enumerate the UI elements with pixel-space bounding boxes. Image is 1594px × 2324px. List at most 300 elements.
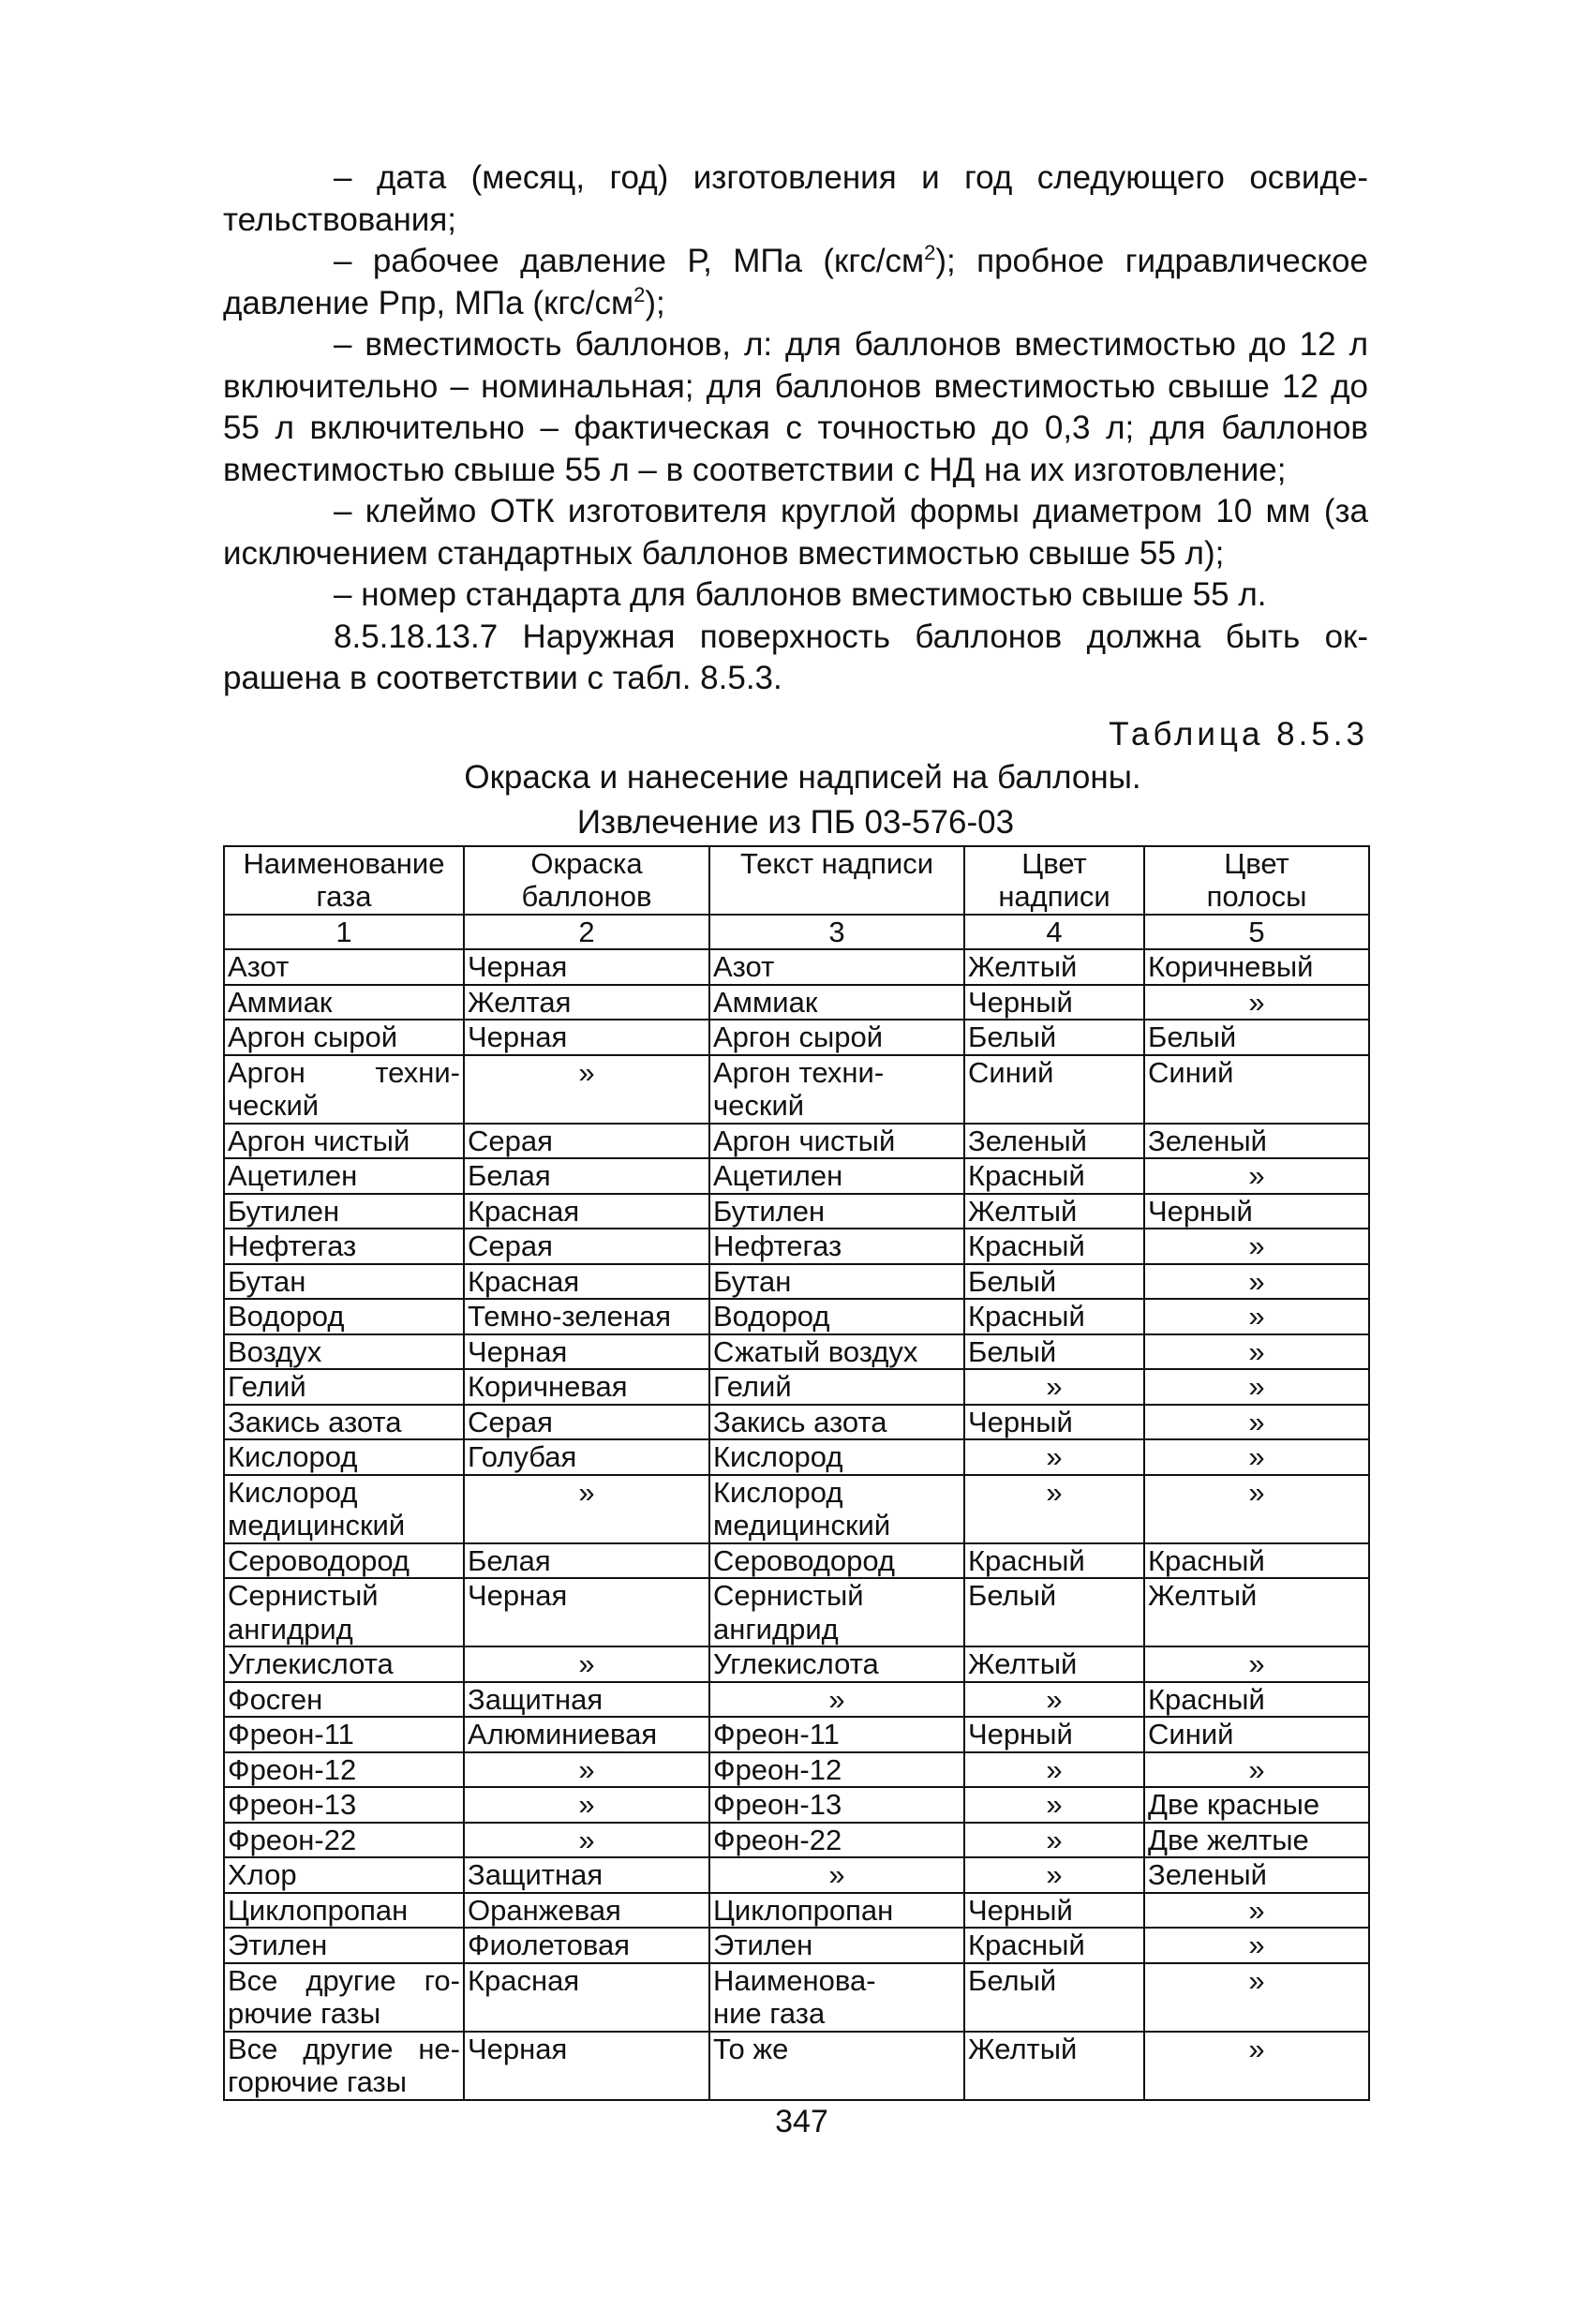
cell-cylinder-color [464, 1229, 709, 1264]
cell-cylinder-color [464, 1369, 709, 1405]
header-line: Цвет [1021, 846, 1087, 880]
cell-cylinder-color [464, 1578, 709, 1646]
cell-line: Аммиак [228, 985, 333, 1019]
cell-line: Зеленый [1148, 1124, 1267, 1157]
cell-line: Аргон чистый [713, 1124, 896, 1157]
cell-stripe-color [1144, 1020, 1369, 1055]
cell-gas-name [224, 1646, 464, 1682]
column-number: 2 [464, 915, 709, 950]
cell-stripe-color [1144, 1787, 1369, 1823]
cell-stripe-color [1144, 1264, 1369, 1300]
cell-label-color [964, 1682, 1144, 1718]
cell-line: Зеленый [1148, 1858, 1267, 1891]
cell-line: » [1046, 1682, 1063, 1716]
table-row [224, 1578, 1369, 1646]
cell-line: Кислород [713, 1440, 843, 1473]
cell-line: Фреон-22 [713, 1823, 842, 1856]
cell-label-color [964, 1893, 1144, 1929]
cell-label-color [964, 2032, 1144, 2100]
cell-label-color [964, 1405, 1144, 1440]
cell-stripe-color [1144, 949, 1369, 985]
cell-line: Желтая [468, 985, 572, 1019]
cell-stripe-color [1144, 1717, 1369, 1752]
cell-line: » [1248, 1893, 1265, 1927]
cell-line: Нефтегаз [228, 1229, 357, 1262]
cell-label-text [709, 1405, 964, 1440]
cell-line: Азот [713, 950, 775, 983]
cell-label-color [964, 1963, 1144, 2032]
cell-line: Фреон-22 [228, 1823, 357, 1856]
cell-line: Синий [1148, 1718, 1234, 1750]
cell-label-text [709, 1928, 964, 1963]
cell-line: » [578, 1055, 595, 1089]
cell-label-text [709, 1475, 964, 1543]
cell-gas-name [224, 1299, 464, 1334]
cell-line: » [1248, 1929, 1265, 1961]
cell-label-text [709, 1158, 964, 1194]
cell-line: Водород [228, 1300, 345, 1333]
cell-gas-name [224, 1893, 464, 1929]
paragraph-manufacture-date: – дата (месяц, год) изготовления и год следующего освидетельствования; [223, 159, 1368, 238]
cell-line: » [1046, 1370, 1063, 1403]
cell-stripe-color [1144, 1475, 1369, 1543]
cell-line: Голубая [468, 1440, 577, 1473]
cell-line: » [1046, 1475, 1063, 1509]
cell-label-color [964, 1299, 1144, 1334]
cell-cylinder-color [464, 1752, 709, 1788]
cell-cylinder-color [464, 1543, 709, 1579]
cell-label-text [709, 1543, 964, 1579]
cell-line: ние газа [713, 1997, 826, 2030]
cell-label-text [709, 1020, 964, 1055]
table-row [224, 1823, 1369, 1858]
cell-gas-name [224, 1752, 464, 1788]
cell-gas-name [224, 1543, 464, 1579]
cell-line: Черный [968, 1893, 1073, 1927]
cell-label-text [709, 1823, 964, 1858]
cell-gas-name [224, 1578, 464, 1646]
cell-line: Белая [468, 1159, 551, 1192]
cell-line: Защитная [468, 1682, 603, 1716]
cell-label-text [709, 1893, 964, 1929]
cell-label-text [709, 1439, 964, 1475]
cell-stripe-color [1144, 1823, 1369, 1858]
cell-label-color [964, 1369, 1144, 1405]
table-row [224, 2032, 1369, 2100]
cell-line: Черный [968, 1718, 1073, 1750]
cell-label-color [964, 1543, 1144, 1579]
cell-line: Красный [968, 1300, 1085, 1333]
cell-line: » [578, 1823, 595, 1856]
cell-label-text [709, 1369, 964, 1405]
cell-gas-name [224, 1857, 464, 1893]
cell-label-color [964, 1717, 1144, 1752]
cell-line: Черная [468, 950, 568, 983]
header-stripe-color [1144, 846, 1369, 915]
cell-line: Воздух [228, 1334, 322, 1368]
cell-cylinder-color [464, 1439, 709, 1475]
table-row [224, 1928, 1369, 1963]
cell-label-color [964, 1439, 1144, 1475]
cell-line: Бутилен [228, 1194, 340, 1228]
cell-line: » [1248, 1963, 1265, 1997]
header-line: Цвет [1224, 846, 1289, 880]
cell-line: » [1248, 1752, 1265, 1786]
cell-line: Коричневая [468, 1370, 628, 1403]
header-line: баллонов [521, 880, 652, 913]
cell-label-text [709, 1578, 964, 1646]
cell-line: медицинский [228, 1509, 406, 1542]
cell-line: Сжатый воздух [713, 1334, 918, 1368]
cell-line: Белый [968, 1020, 1057, 1053]
cell-stripe-color [1144, 1194, 1369, 1229]
cell-line: Красный [1148, 1543, 1265, 1577]
cell-line: Белый [968, 1264, 1057, 1298]
header-line: Окраска [530, 846, 643, 880]
cell-line: Водород [713, 1300, 830, 1333]
cell-gas-name [224, 1158, 464, 1194]
cell-line: Черный [968, 985, 1073, 1019]
cell-line: Две желтые [1148, 1823, 1309, 1856]
cell-line: Красный [968, 1229, 1085, 1262]
table-row [224, 1963, 1369, 2032]
cell-gas-name [224, 1334, 464, 1370]
table-row [224, 1787, 1369, 1823]
cell-line: Закись азота [228, 1405, 402, 1438]
cell-label-text [709, 1752, 964, 1788]
cell-line: » [828, 1682, 845, 1716]
cell-cylinder-color [464, 1020, 709, 1055]
cell-line: » [1248, 1264, 1265, 1298]
table-row [224, 949, 1369, 985]
cell-stripe-color [1144, 985, 1369, 1020]
cell-label-color [964, 1823, 1144, 1858]
cell-stripe-color [1144, 1124, 1369, 1159]
header-line: газа [316, 880, 372, 913]
cell-line: Этилен [713, 1929, 813, 1961]
cell-line: Кислород [228, 1475, 358, 1509]
cell-cylinder-color [464, 1928, 709, 1963]
cell-line: » [1248, 1647, 1265, 1680]
cell-gas-name [224, 1405, 464, 1440]
table-row [224, 985, 1369, 1020]
cell-line: Наименова- [713, 1963, 876, 1997]
cell-cylinder-color [464, 985, 709, 1020]
cell-line: Нефтегаз [713, 1229, 842, 1262]
cell-label-text [709, 1717, 964, 1752]
cell-line: Белая [468, 1543, 551, 1577]
cell-line: ческий [228, 1089, 320, 1122]
cell-stripe-color [1144, 1928, 1369, 1963]
cell-line: Белый [968, 1963, 1057, 1997]
cell-line: Аргон сырой [713, 1020, 884, 1053]
cell-gas-name [224, 1369, 464, 1405]
cell-stripe-color [1144, 1752, 1369, 1788]
table-header-row [224, 846, 1369, 915]
cell-label-color [964, 1752, 1144, 1788]
cell-cylinder-color [464, 1963, 709, 2032]
column-number: 4 [964, 915, 1144, 950]
cell-stripe-color [1144, 1439, 1369, 1475]
cell-line: Желтый [968, 1647, 1078, 1680]
cell-line: Этилен [228, 1929, 328, 1961]
cell-gas-name [224, 1439, 464, 1475]
superscript: 2 [924, 241, 936, 264]
cell-stripe-color [1144, 1405, 1369, 1440]
cell-cylinder-color [464, 1194, 709, 1229]
cell-cylinder-color [464, 1682, 709, 1718]
table-row [224, 1194, 1369, 1229]
table-row [224, 1405, 1369, 1440]
cell-label-color [964, 1020, 1144, 1055]
table-row [224, 1682, 1369, 1718]
cell-line: Красная [468, 1194, 580, 1228]
page-number: 347 [775, 2104, 828, 2139]
cell-line: Красная [468, 1963, 580, 1997]
cell-label-color [964, 1578, 1144, 1646]
cell-line: Серая [468, 1405, 553, 1438]
cell-label-color [964, 1055, 1144, 1124]
cell-line: горючие газы [228, 2065, 408, 2098]
cell-stripe-color [1144, 2032, 1369, 2100]
cell-line: Фреон-11 [713, 1718, 840, 1750]
header-line: Текст надписи [739, 846, 934, 880]
cell-label-color [964, 1787, 1144, 1823]
cell-stripe-color [1144, 1682, 1369, 1718]
cell-line: Фосген [228, 1682, 323, 1716]
cell-label-text [709, 1264, 964, 1300]
column-number: 3 [709, 915, 964, 950]
table-row [224, 1264, 1369, 1300]
cell-line: Черная [468, 1579, 568, 1612]
cell-label-color [964, 949, 1144, 985]
table-row [224, 1299, 1369, 1334]
cell-cylinder-color [464, 1475, 709, 1543]
table-row [224, 1334, 1369, 1370]
cell-line: ангидрид [713, 1612, 839, 1646]
cell-line: Сернистый [228, 1579, 379, 1612]
cell-line: ангидрид [228, 1612, 353, 1646]
cell-line: Хлор [228, 1858, 297, 1891]
cell-cylinder-color [464, 1055, 709, 1124]
cell-cylinder-color [464, 1787, 709, 1823]
cell-cylinder-color [464, 1299, 709, 1334]
cell-gas-name [224, 1475, 464, 1543]
cell-label-text [709, 1787, 964, 1823]
table-row [224, 1124, 1369, 1159]
cell-line: Углекислота [228, 1647, 394, 1680]
header-label-color [964, 846, 1144, 915]
cell-line: Желтый [1148, 1579, 1258, 1612]
cell-line: Оранжевая [468, 1893, 621, 1927]
cell-line: Красный [1148, 1682, 1265, 1716]
cell-line: Защитная [468, 1858, 603, 1891]
table-row [224, 1893, 1369, 1929]
cell-label-text [709, 1194, 964, 1229]
cell-gas-name [224, 1682, 464, 1718]
cell-gas-name [224, 949, 464, 985]
cell-line: Синий [1148, 1055, 1234, 1089]
cell-line: Аргон чистый [228, 1124, 410, 1157]
cell-label-text [709, 1857, 964, 1893]
cell-label-color [964, 1646, 1144, 1682]
cell-line: » [1248, 1370, 1265, 1403]
cell-line: » [1248, 985, 1265, 1019]
table-row [224, 1020, 1369, 1055]
table-row [224, 1752, 1369, 1788]
cell-label-text [709, 985, 964, 1020]
cell-line: Коричневый [1148, 950, 1314, 983]
table-title: Окраска и нанесение надписей на баллоны. [464, 758, 1141, 796]
cell-line: Белый [1148, 1020, 1237, 1053]
cell-label-text [709, 949, 964, 985]
cell-line: Белый [968, 1579, 1057, 1612]
table-row [224, 1475, 1369, 1543]
cell-line: Белый [968, 1334, 1057, 1368]
paragraph-pressure: – рабочее давление Р, МПа $(кгс/см^2)$; пробное гидравлическое давление Рпр, МПа $(кгс/см^2)$; [223, 241, 1368, 321]
table-row [224, 1439, 1369, 1475]
cell-cylinder-color [464, 1646, 709, 1682]
cell-gas-name [224, 1963, 464, 2032]
cell-line: медицинский [713, 1509, 891, 1542]
cell-stripe-color [1144, 1334, 1369, 1370]
cell-gas-name [224, 2032, 464, 2100]
cell-stripe-color [1144, 1299, 1369, 1334]
cell-line: Красный [968, 1159, 1085, 1192]
cell-gas-name [224, 985, 464, 1020]
paragraph-standard-number: – номер стандарта для баллонов вместимостью свыше 55 л. [334, 576, 1267, 613]
cell-line: Гелий [713, 1370, 792, 1403]
cell-line: Серая [468, 1124, 553, 1157]
cell-line: Аргон сырой [228, 1020, 398, 1053]
cell-line: » [1046, 1752, 1063, 1786]
cell-stripe-color [1144, 1229, 1369, 1264]
cell-line: Циклопропан [713, 1893, 894, 1927]
table-row [224, 1229, 1369, 1264]
cell-line: » [1046, 1858, 1063, 1891]
cell-line: » [1248, 1229, 1265, 1262]
cell-stripe-color [1144, 1055, 1369, 1124]
table-row [224, 1369, 1369, 1405]
cell-line: Все другие не- [228, 2032, 460, 2065]
cell-stripe-color [1144, 1369, 1369, 1405]
cell-stripe-color [1144, 1158, 1369, 1194]
cell-line: » [1046, 1440, 1063, 1473]
cell-line: Кислород [228, 1440, 358, 1473]
cell-label-color [964, 1158, 1144, 1194]
header-line: Наименование [243, 846, 445, 880]
cell-gas-name [224, 1823, 464, 1858]
cell-gas-name [224, 1194, 464, 1229]
cell-label-text [709, 1299, 964, 1334]
table-label: Таблица 8.5.3 [1109, 715, 1368, 752]
cell-label-text [709, 1124, 964, 1159]
cell-gas-name [224, 1055, 464, 1124]
cell-line: Бутилен [713, 1194, 826, 1228]
cell-label-text [709, 1963, 964, 2032]
column-number: 5 [1144, 915, 1369, 950]
cell-line: » [1248, 1334, 1265, 1368]
cell-line: » [1248, 1440, 1265, 1473]
cell-line: » [1248, 1475, 1265, 1509]
header-line: полосы [1206, 880, 1307, 913]
cell-line: Все другие го- [228, 1963, 460, 1997]
cell-line: » [578, 1752, 595, 1786]
column-number: 1 [224, 915, 464, 950]
cell-line: Фреон-13 [713, 1788, 842, 1821]
cell-stripe-color [1144, 1578, 1369, 1646]
cell-line: Фреон-12 [228, 1752, 357, 1786]
cell-line: » [1046, 1788, 1063, 1821]
cell-line: » [578, 1475, 595, 1509]
cell-line: Азот [228, 950, 290, 983]
cell-line: Фиолетовая [468, 1929, 630, 1961]
cell-gas-name [224, 1928, 464, 1963]
cell-line: » [1248, 1300, 1265, 1333]
cell-line: Бутан [228, 1264, 306, 1298]
cell-label-color [964, 1264, 1144, 1300]
cell-label-color [964, 1475, 1144, 1543]
table-row [224, 1158, 1369, 1194]
header-cylinder-color [464, 846, 709, 915]
cell-cylinder-color [464, 1124, 709, 1159]
cell-line: Сероводород [713, 1543, 896, 1577]
table-row [224, 1717, 1369, 1752]
cell-line: Фреон-13 [228, 1788, 357, 1821]
cell-gas-name [224, 1787, 464, 1823]
cell-line: Черный [1148, 1194, 1253, 1228]
cell-label-color [964, 1229, 1144, 1264]
superscript: 2 [633, 282, 646, 306]
cell-line: Красный [968, 1543, 1085, 1577]
cell-line: Бутан [713, 1264, 792, 1298]
cell-label-color [964, 985, 1144, 1020]
cell-line: Гелий [228, 1370, 306, 1403]
cell-cylinder-color [464, 1334, 709, 1370]
header-line: надписи [998, 880, 1110, 913]
cell-line: » [1248, 1405, 1265, 1438]
header-gas-name [224, 846, 464, 915]
cell-cylinder-color [464, 1405, 709, 1440]
cell-gas-name [224, 1020, 464, 1055]
cell-line: Желтый [968, 1194, 1078, 1228]
cell-line: Ацетилен [228, 1159, 358, 1192]
cell-line: рючие газы [228, 1997, 381, 2030]
cell-cylinder-color [464, 1717, 709, 1752]
cell-line: » [828, 1858, 845, 1891]
cell-label-text [709, 1055, 964, 1124]
cell-line: Черная [468, 2032, 568, 2065]
cell-line: Ацетилен [713, 1159, 843, 1192]
gas-cylinder-color-table [223, 845, 1370, 2101]
page-content [223, 157, 1368, 2101]
cell-label-text [709, 1334, 964, 1370]
cell-line: Сероводород [228, 1543, 410, 1577]
column-number-row [224, 915, 1369, 950]
paragraph-stamp: – клеймо ОТК изготовителя круглой формы диаметром 10 мм (за исключением стандартных баллонов вместимостью свыше 55 л); [223, 493, 1368, 572]
cell-label-text [709, 1646, 964, 1682]
cell-line: ческий [713, 1089, 805, 1122]
cell-label-color [964, 1194, 1144, 1229]
cell-line: Темно-зеленая [468, 1300, 671, 1333]
cell-line: Красная [468, 1264, 580, 1298]
cell-line: Алюминиевая [468, 1718, 658, 1750]
cell-line: Две красные [1148, 1788, 1320, 1821]
cell-line: Черный [968, 1405, 1073, 1438]
cell-line: Желтый [968, 2032, 1078, 2065]
cell-stripe-color [1144, 1963, 1369, 2032]
cell-line: Закись азота [713, 1405, 887, 1438]
